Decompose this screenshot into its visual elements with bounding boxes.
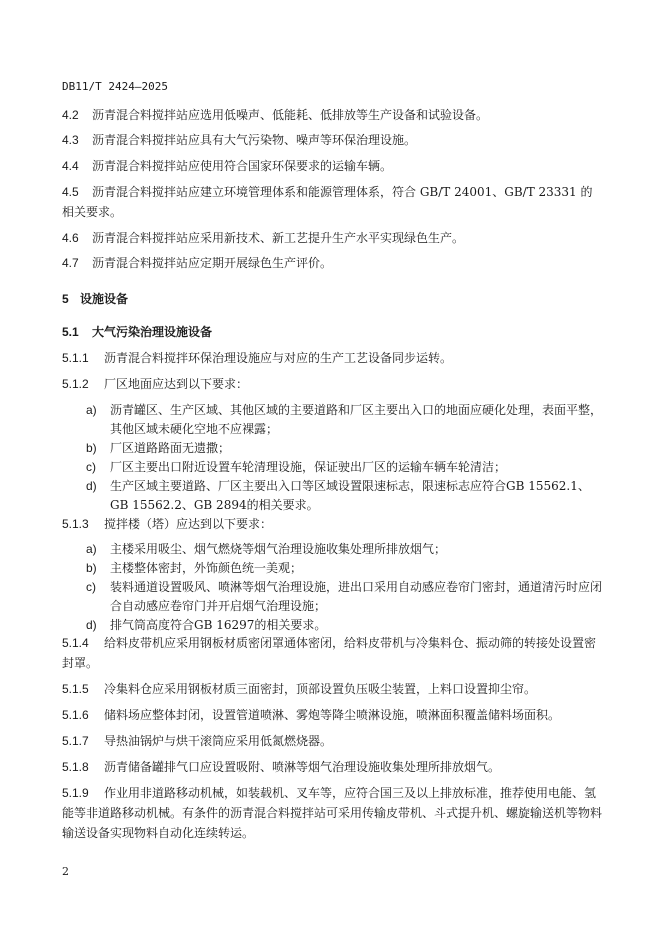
clause-4-6 [62, 228, 602, 248]
clause-text: 沥青混合料搅拌环保治理设施应与对应的生产工艺设备同步运转。 [104, 351, 453, 365]
clause-5-1-1 [62, 348, 602, 368]
clause-text: 搅拌楼（塔）应达到以下要求： [104, 517, 273, 531]
clause-text: 沥青混合料搅拌站应定期开展绿色生产评价。 [92, 256, 333, 270]
list-item: c) 装料通道设置吸风、喷淋等烟气治理设施，进出口采用自动感应卷帘门密封，通道清污时应闭合自动感应卷帘门并开启烟气治理设施； [86, 580, 603, 613]
clause-number: 4.3 [62, 133, 79, 147]
section-title: 设施设备 [80, 292, 129, 306]
clause-4-5 [62, 182, 602, 222]
clause-text: 给料皮带机应采用钢板材质密闭罩通体密闭，给料皮带机与冷集料仓、振动筛的转接处设置密封罩。 [62, 636, 597, 670]
list-item: a) 沥青罐区、生产区域、其他区域的主要道路和厂区主要出入口的地面应硬化处理，表面平整，其他区域未硬化空地不应裸露； [86, 403, 603, 436]
clause-text: 储料场应整体封闭，设置管道喷淋、雾炮等降尘喷淋设施，喷淋面积覆盖储料场面积。 [104, 708, 561, 722]
clause-4-7 [62, 253, 602, 273]
section-number: 5.1 [62, 325, 79, 339]
clause-number: 5.1.6 [62, 708, 89, 722]
clause-text: 厂区地面应达到以下要求： [104, 377, 249, 391]
clause-5-1-7 [62, 731, 602, 751]
clause-4-3 [62, 130, 602, 150]
list-item: d) 排气筒高度符合GB 16297的相关要求。 [86, 618, 327, 632]
clause-5-1-9 [62, 783, 602, 843]
clause-text: 冷集料仓应采用钢板材质三面密封，顶部设置负压吸尘装置，上料口设置抑尘帘。 [104, 682, 537, 696]
clause-number: 4.5 [62, 185, 79, 199]
clause-text: 作业用非道路移动机械，如装载机、叉车等，应符合国三及以上排放标准，推荐使用电能、氢能等非道路移动机械。有条件的沥青混合料搅拌站可采用传输皮带机、斗式提升机、螺旋输送机等物料输送设备实现物料自动化连续转运。 [62, 786, 603, 840]
list-item: b) 主楼整体密封，外饰颜色统一美观； [86, 561, 303, 575]
clause-number: 5.1.4 [62, 636, 89, 650]
clause-text: 沥青混合料搅拌站应建立环境管理体系和能源管理体系，符合 GB/T 24001、GB/T 23331 的相关要求。 [62, 185, 593, 219]
list-item: d) 生产区域主要道路、厂区主要出入口等区域设置限速标志，限速标志应符合GB 15562.1、GB 15562.2、GB 2894的相关要求。 [86, 479, 590, 512]
clause-5-1-5 [62, 679, 602, 699]
section-number: 5 [62, 292, 69, 306]
clause-number: 5.1.1 [62, 351, 89, 365]
clause-5-1-6 [62, 705, 602, 725]
clause-text: 沥青混合料搅拌站应采用新技术、新工艺提升生产水平实现绿色生产。 [92, 231, 465, 245]
clause-text: 沥青混合料搅拌站应选用低噪声、低能耗、低排放等生产设备和试验设备。 [92, 108, 489, 122]
clause-number: 4.7 [62, 256, 79, 270]
clause-text: 沥青储备罐排气口应设置吸附、喷淋等烟气治理设施收集处理所排放烟气。 [104, 760, 501, 774]
section-title: 大气污染治理设施设备 [92, 325, 213, 339]
clause-5-1-4 [62, 633, 602, 673]
list-5-1-2 [86, 401, 602, 515]
clause-number: 5.1.9 [62, 786, 89, 800]
clause-text: 导热油锅炉与烘干滚筒应采用低氮燃烧器。 [104, 734, 333, 748]
clause-number: 5.1.8 [62, 760, 89, 774]
clause-4-4 [62, 156, 602, 176]
list-5-1-3 [86, 540, 602, 635]
clause-number: 5.1.5 [62, 682, 89, 696]
section-5-heading [62, 289, 602, 309]
clause-number: 4.2 [62, 108, 79, 122]
clause-number: 5.1.7 [62, 734, 89, 748]
section-5-1-heading [62, 322, 602, 342]
document-code: DB11/T 2424—2025 [62, 80, 168, 93]
page-number: 2 [62, 865, 69, 878]
clause-text: 沥青混合料搅拌站应使用符合国家环保要求的运输车辆。 [92, 159, 393, 173]
clause-text: 沥青混合料搅拌站应具有大气污染物、噪声等环保治理设施。 [92, 133, 417, 147]
clause-number: 4.6 [62, 231, 79, 245]
clause-5-1-8 [62, 757, 602, 777]
list-item: a) 主楼采用吸尘、烟气燃烧等烟气治理设施收集处理所排放烟气； [86, 542, 447, 556]
clause-number: 5.1.2 [62, 377, 89, 391]
clause-number: 4.4 [62, 159, 79, 173]
clause-4-2 [62, 105, 602, 125]
clause-number: 5.1.3 [62, 517, 89, 531]
list-item: b) 厂区道路路面无遗撒； [86, 441, 231, 455]
clause-5-1-3 [62, 514, 602, 534]
clause-5-1-2 [62, 374, 602, 394]
list-item: c) 厂区主要出口附近设置车轮清理设施，保证驶出厂区的运输车辆车轮清洁； [86, 460, 507, 474]
